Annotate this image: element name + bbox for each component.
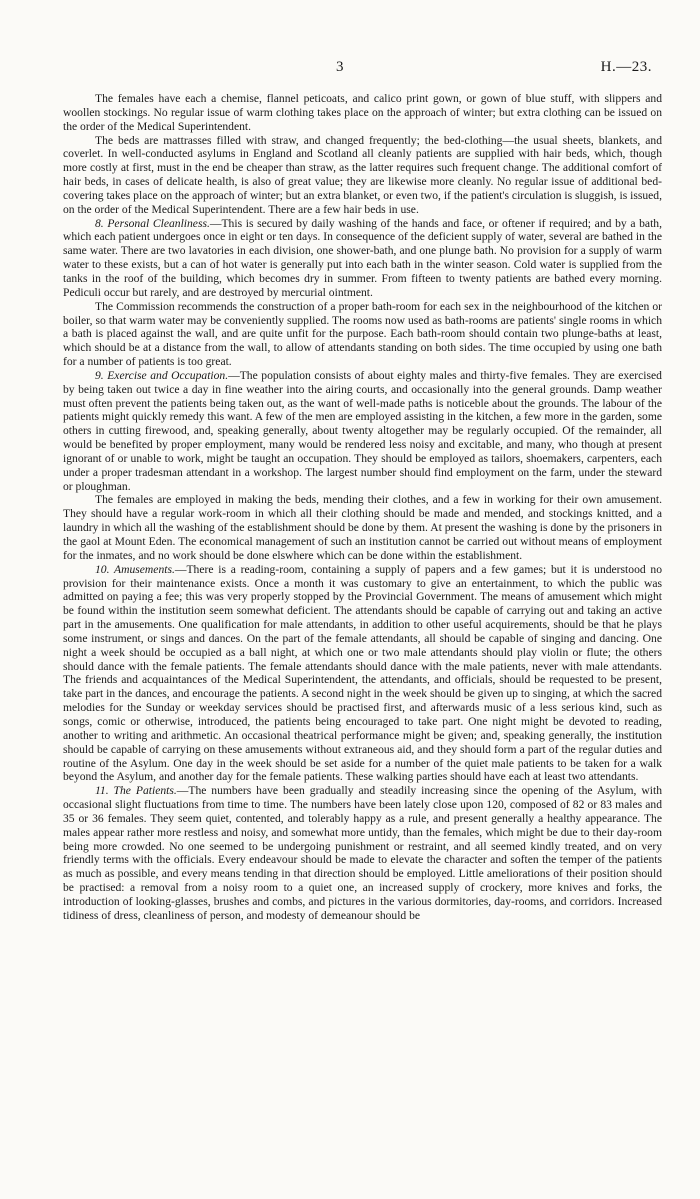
section-heading: 8. Personal Cleanliness. <box>95 216 210 230</box>
paragraph-text: —There is a reading-room, containing a supply of papers and a few games; but it is understood no provision for their maintenance exists. Once a month it was customary to give an entertainment, to which the public was admitted on paying a fee; this was very properly stopped by the Provincial Government. The means of amusement which might be found within the institution seem somewhat deficient. The attendants should be capable of carrying out and taking an active part in the amusements. One qualification for male attendants, in addition to other useful acquirements, should be that he plays some instrument, or sings and dances. On the part of the female attendants, all should be capable of singing and dancing. One night a week should be occupied as a ball night, at which one or two male attendants should play violin or flute; the others should dance with the female patients. The female attendants should dance with the male patients, never with male attendants. The friends and acquaintances of the Medical Superintendent, the attendants, and officials, should be requested to be present, take part in the dances, and encourage the patients. A second night in the week should be given up to singing, at which the sacred melodies for the Sunday or weekday services should be practised first, and afterwards music of a less serious kind, such as songs, comic or otherwise, introduced, the patients being encouraged to take part. One night might be devoted to reading, another to writing and arithmetic. An occasional theatrical performance might be given; and, speaking generally, the institution should be capable of carrying on these amusements without extraneous aid, and they should form a part of the regular duties and routine of the Asylum. One day in the week should be set aside for a number of the quiet male patients to be taken for a walk beyond the Asylum, and another day for the female patients. These walking parties should have each at least two attendants. <box>63 562 662 784</box>
paragraph-female-employment <box>63 493 662 562</box>
page-number: 3 <box>336 59 344 75</box>
paragraph-text: —The population consists of about eighty males and thirty-five females. They are exercised by being taken out twice a day in fine weather into the airing courts, and occasionally into the general grounds. Damp weather must often prevent the patients being taken out, as the want of well-made paths is noticeble about the grounds. The labour of the patients might quickly remedy this want. A few of the men are employed assisting in the kitchen, a few more in the garden, some others in cutting firewood, and, speaking generally, about twenty altogether may be regularly occupied. Of the remainder, all would be benefited by proper employment, many would be rendered less noisy and excitable, and many, who though at present ignorant of or unable to work, might be taught an occupation. They should be employed as tailors, shoemakers, carpenters, each under a proper tradesman attendant in a workshop. The largest number should find employment on the farm, under the steward or ploughman. <box>63 368 662 493</box>
paragraph-text: The Commission recommends the construction of a proper bath-room for each sex in the neighbourhood of the kitchen or boiler, so that warm water may be conveniently supplied. The rooms now used as bath-rooms are patients' single rooms in which a bath is placed against the wall, and are quite unfit for the purpose. Each bath-room should contain two plunge-baths at least, which should be at a distance from the wall, to allow of attendants standing on both sides. The time occupied by using one bath for a number of patients is too great. <box>63 299 662 369</box>
paragraph-female-clothing <box>63 92 662 134</box>
paragraph-bath-room-recommendation <box>63 300 662 369</box>
paragraph-the-patients <box>63 784 662 922</box>
paragraph-text: The beds are mattrasses filled with straw, and changed frequently; the bed-clothing—the usual sheets, blankets, and coverlet. In well-conducted asylums in England and Scotland all cleanly patients are supplied with hair beds, which, though more costly at first, must in the end be cheaper than straw, as the latter requires such frequent change. The additional comfort of hair beds, in cases of delicate health, is also of great value; they are likewise more cleanly. No regular issue of additional bed-covering takes place on the approach of winter; but an extra blanket, or even two, if the patient's circulation is sluggish, is issued, on the order of the Medical Superintendent. There are a few hair beds in use. <box>63 133 662 216</box>
paragraph-amusements <box>63 563 662 785</box>
section-heading: 9. Exercise and Occupation. <box>95 368 229 382</box>
paragraph-beds <box>63 134 662 217</box>
section-heading: 11. The Patients. <box>95 784 177 798</box>
paragraph-text: The females have each a chemise, flannel peticoats, and calico print gown, or gown of blue stuff, with slippers and woollen stockings. No regular issue of warm clothing takes place on the approach of winter; but extra clothing can be issued on the order of the Medical Superintendent. <box>63 92 662 133</box>
paragraph-text: —The numbers have been gradually and steadily increasing since the opening of the Asylum, with occasional slight fluctuations from time to time. The numbers have been lately close upon 120, composed of 82 or 83 males and 35 or 36 females. They seem quiet, contented, and tolerably happy as a rule, and present generally a healthy appearance. The males appear rather more restless and noisy, and somewhat more untidy, than the females, which might be due to their day-room being more crowded. No one seemed to be undergoing punishment or restraint, and all seemed kindly treated, and on very friendly terms with the officials. Every endeavour should be made to elevate the character and soften the temper of the patients as much as possible, and every means tending in that direction should be employed. Little ameliorations of their position should be practised: a removal from a noisy room to a quiet one, an increased supply of crockery, more knives and forks, the introduction of looking-glasses, brushes and combs, and pictures in the various dormitories, day-rooms, and corridors. Increased tidiness of dress, cleanliness of person, and modesty of demeanour should be <box>63 784 662 922</box>
paragraph-text: The females are employed in making the beds, mending their clothes, and a few in working for their own amusement. They should have a regular work-room in which all their clothing should be made and mended, and stockings knitted, and a laundry in which all the washing of the establishment should be done by them. At present the washing is done by the prisoners in the gaol at Mount Eden. The economical management of such an institution cannot be carried out without means of employment for the inmates, and no work should be done elswhere which can be done within the establishment. <box>63 493 662 562</box>
body-text <box>63 92 662 923</box>
paragraph-exercise-occupation <box>63 369 662 494</box>
document-reference: H.—23. <box>600 59 652 75</box>
paragraph-personal-cleanliness <box>63 217 662 300</box>
paragraph-text: —This is secured by daily washing of the hands and face, or oftener if required; and by a bath, which each patient undergoes once in eight or ten days. In consequence of the deficient supply of water, several are bathed in the same water. There are two lavatories in each division, one shower-bath, and one plunge bath. No provision for a supply of warm water to these exists, but a can of hot water is generally put into each bath in the winter season. Cold water is supplied from the tanks in the roof of the building, which becomes dry in summer. From fifteen to twenty patients are bathed every morning. Pediculi occur but rarely, and are destroyed by mercurial ointment. <box>63 216 662 299</box>
section-heading: 10. Amusements. <box>95 562 175 576</box>
